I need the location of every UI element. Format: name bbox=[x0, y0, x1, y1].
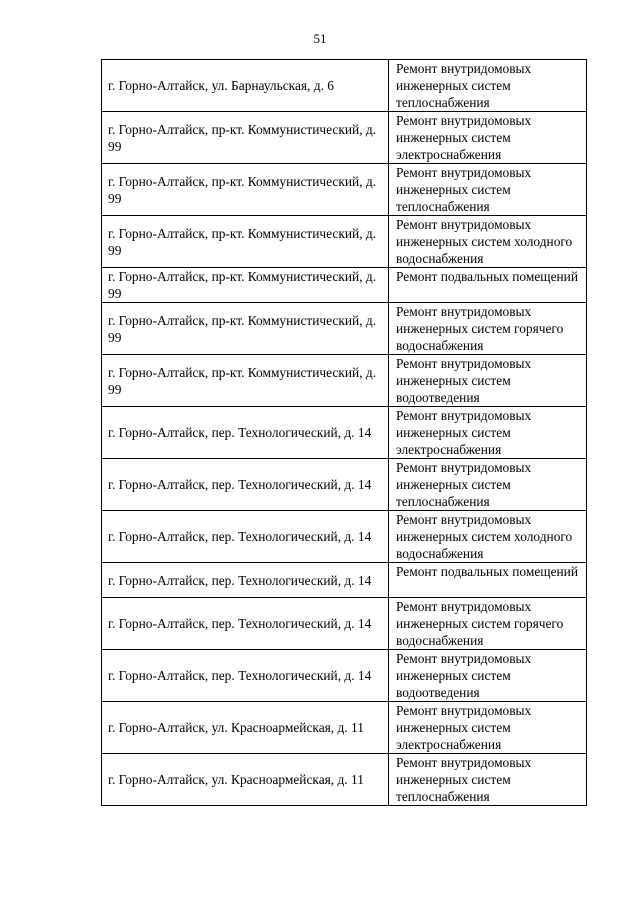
table-row bbox=[102, 303, 587, 355]
work-cell: Ремонт внутридомовых инженерных систем холодного водоснабжения bbox=[389, 216, 587, 268]
table-row bbox=[102, 164, 587, 216]
address-cell: г. Горно-Алтайск, пер. Технологический, д. 14 bbox=[102, 650, 389, 702]
work-cell: Ремонт внутридомовых инженерных систем электроснабжения bbox=[389, 112, 587, 164]
address-cell: г. Горно-Алтайск, пр-кт. Коммунистический, д. 99 bbox=[102, 164, 389, 216]
table-row bbox=[102, 60, 587, 112]
work-cell: Ремонт внутридомовых инженерных систем электроснабжения bbox=[389, 702, 587, 754]
work-cell: Ремонт внутридомовых инженерных систем теплоснабжения bbox=[389, 164, 587, 216]
page-number: 51 bbox=[313, 31, 327, 46]
work-cell: Ремонт внутридомовых инженерных систем водоотведения bbox=[389, 650, 587, 702]
table-row bbox=[102, 112, 587, 164]
address-cell: г. Горно-Алтайск, пр-кт. Коммунистический, д. 99 bbox=[102, 112, 389, 164]
address-cell: г. Горно-Алтайск, пер. Технологический, д. 14 bbox=[102, 598, 389, 650]
address-cell: г. Горно-Алтайск, пр-кт. Коммунистический, д. 99 bbox=[102, 268, 389, 303]
table-row bbox=[102, 511, 587, 563]
address-cell: г. Горно-Алтайск, пер. Технологический, д. 14 bbox=[102, 563, 389, 598]
table-row bbox=[102, 216, 587, 268]
work-cell: Ремонт внутридомовых инженерных систем холодного водоснабжения bbox=[389, 511, 587, 563]
work-cell: Ремонт внутридомовых инженерных систем водоотведения bbox=[389, 355, 587, 407]
table-row bbox=[102, 702, 587, 754]
address-cell: г. Горно-Алтайск, пр-кт. Коммунистический, д. 99 bbox=[102, 355, 389, 407]
work-cell: Ремонт внутридомовых инженерных систем горячего водоснабжения bbox=[389, 598, 587, 650]
work-cell: Ремонт подвальных помещений bbox=[389, 563, 587, 598]
address-cell: г. Горно-Алтайск, ул. Красноармейская, д. 11 bbox=[102, 702, 389, 754]
address-cell: г. Горно-Алтайск, пер. Технологический, д. 14 bbox=[102, 407, 389, 459]
works-table bbox=[101, 59, 587, 806]
work-cell: Ремонт внутридомовых инженерных систем теплоснабжения bbox=[389, 754, 587, 806]
table-row bbox=[102, 650, 587, 702]
address-cell: г. Горно-Алтайск, ул. Барнаульская, д. 6 bbox=[102, 60, 389, 112]
work-cell: Ремонт внутридомовых инженерных систем теплоснабжения bbox=[389, 60, 587, 112]
address-cell: г. Горно-Алтайск, ул. Красноармейская, д. 11 bbox=[102, 754, 389, 806]
table-row bbox=[102, 407, 587, 459]
table-row bbox=[102, 598, 587, 650]
table-row bbox=[102, 754, 587, 806]
work-cell: Ремонт подвальных помещений bbox=[389, 268, 587, 303]
work-cell: Ремонт внутридомовых инженерных систем горячего водоснабжения bbox=[389, 303, 587, 355]
table-row bbox=[102, 459, 587, 511]
address-cell: г. Горно-Алтайск, пр-кт. Коммунистический, д. 99 bbox=[102, 303, 389, 355]
address-cell: г. Горно-Алтайск, пер. Технологический, д. 14 bbox=[102, 459, 389, 511]
table-row bbox=[102, 355, 587, 407]
work-cell: Ремонт внутридомовых инженерных систем теплоснабжения bbox=[389, 459, 587, 511]
address-cell: г. Горно-Алтайск, пр-кт. Коммунистический, д. 99 bbox=[102, 216, 389, 268]
work-cell: Ремонт внутридомовых инженерных систем электроснабжения bbox=[389, 407, 587, 459]
table-row bbox=[102, 563, 587, 598]
table-row bbox=[102, 268, 587, 303]
address-cell: г. Горно-Алтайск, пер. Технологический, д. 14 bbox=[102, 511, 389, 563]
